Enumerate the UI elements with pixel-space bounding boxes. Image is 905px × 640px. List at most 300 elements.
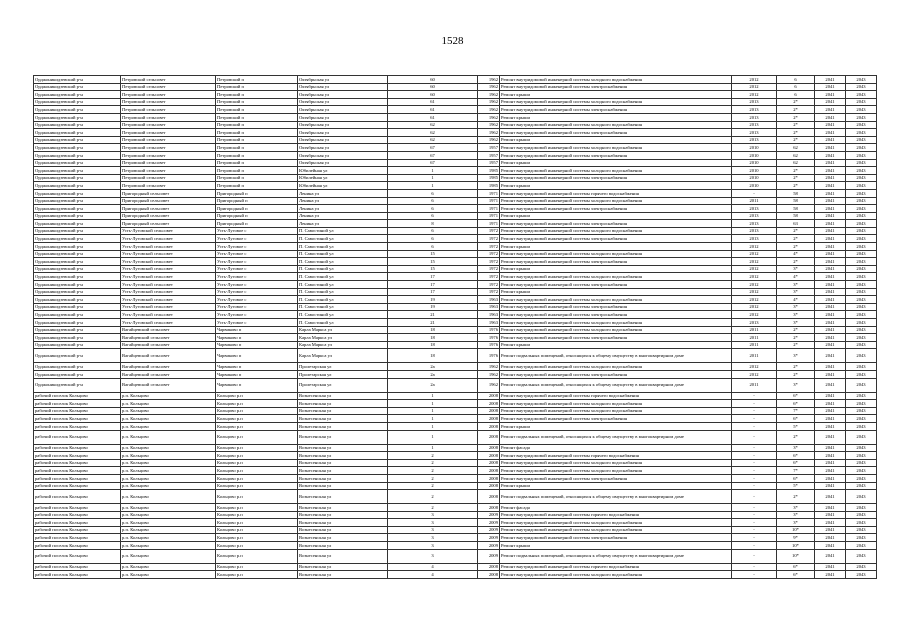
plan-start-cell: 2041 <box>815 144 846 152</box>
council-cell: Петровский сельсовет <box>121 76 216 84</box>
last-repair-year-cell: 2012 <box>732 303 777 311</box>
plan-start-cell: 2041 <box>815 444 846 452</box>
street-cell: Вознесенская ул <box>298 407 388 415</box>
plan-start-cell: 2041 <box>815 319 846 327</box>
table-row <box>34 504 877 512</box>
wear-cell: 10* <box>777 549 815 563</box>
build-year-cell: 2009 <box>478 511 500 519</box>
street-cell: Вознесенская ул <box>298 415 388 423</box>
district-cell: Орджоникидзевский р-н <box>34 281 121 289</box>
plan-start-cell: 2041 <box>815 563 846 571</box>
plan-start-cell: 2041 <box>815 504 846 512</box>
house-number-cell: 15 <box>388 250 478 258</box>
work-type-cell: Ремонт внутридомовой инженерной системы холодного водоснабжения <box>500 76 732 84</box>
house-number-cell: 4 <box>388 571 478 579</box>
street-cell: Вознесенская ул <box>298 504 388 512</box>
locality-cell: Кольцово р.п <box>216 452 298 460</box>
street-cell: Вознесенская ул <box>298 542 388 550</box>
last-repair-year-cell: - <box>732 534 777 542</box>
district-cell: Орджоникидзевский р-н <box>34 235 121 243</box>
table-row <box>34 189 877 197</box>
work-type-cell: Ремонт внутридомовой инженерной системы холодного водоснабжения <box>500 144 732 152</box>
street-cell: Юбилейная ул <box>298 167 388 175</box>
locality-cell: Усть-Луговое с <box>216 235 298 243</box>
council-cell: Усть-Луговской сельсовет <box>121 265 216 273</box>
council-cell: р.п. Кольцово <box>121 526 216 534</box>
council-cell: р.п. Кольцово <box>121 400 216 408</box>
work-type-cell: Ремонт внутридомовой инженерной системы холодного водоснабжения <box>500 98 732 106</box>
district-cell: Орджоникидзевский р-н <box>34 98 121 106</box>
house-number-cell: 1 <box>388 407 478 415</box>
house-number-cell: 60 <box>388 91 478 99</box>
council-cell: р.п. Кольцово <box>121 511 216 519</box>
house-number-cell: 3 <box>388 519 478 527</box>
house-number-cell: 61 <box>388 113 478 121</box>
district-cell: рабочий поселок Кольцово <box>34 467 121 475</box>
plan-end-cell: 2043 <box>846 227 877 235</box>
wear-cell: 7* <box>777 407 815 415</box>
locality-cell: Кольцово р.п <box>216 490 298 504</box>
work-type-cell: Ремонт внутридомовой инженерной системы электроснабжения <box>500 311 732 319</box>
district-cell: Орджоникидзевский р-н <box>34 182 121 190</box>
plan-start-cell: 2041 <box>815 378 846 392</box>
table-row <box>34 542 877 550</box>
last-repair-year-cell: - <box>732 563 777 571</box>
locality-cell: Петровский п <box>216 167 298 175</box>
build-year-cell: 1962 <box>478 76 500 84</box>
street-cell: Октябрьская ул <box>298 106 388 114</box>
wear-cell: 2* <box>777 129 815 137</box>
plan-end-cell: 2043 <box>846 136 877 144</box>
work-type-cell: Ремонт внутридомовой инженерной системы холодного водоснабжения <box>500 296 732 304</box>
street-cell: Пролетарская ул <box>298 370 388 378</box>
last-repair-year-cell: 2013 <box>732 235 777 243</box>
house-number-cell: 3 <box>388 549 478 563</box>
council-cell: Петровский сельсовет <box>121 129 216 137</box>
house-number-cell: 1 <box>388 167 478 175</box>
build-year-cell: 1962 <box>478 121 500 129</box>
wear-cell: 6* <box>777 400 815 408</box>
plan-end-cell: 2043 <box>846 296 877 304</box>
street-cell: П. Савостиной ул <box>298 250 388 258</box>
last-repair-year-cell: 2011 <box>732 341 777 349</box>
house-number-cell: 2 <box>388 452 478 460</box>
district-cell: Орджоникидзевский р-н <box>34 334 121 342</box>
work-type-cell: Ремонт фасада <box>500 444 732 452</box>
locality-cell: Петровский п <box>216 144 298 152</box>
council-cell: Усть-Луговской сельсовет <box>121 288 216 296</box>
district-cell: Орджоникидзевский р-н <box>34 250 121 258</box>
council-cell: Петровский сельсовет <box>121 136 216 144</box>
last-repair-year-cell: 2010 <box>732 151 777 159</box>
locality-cell: Петровский п <box>216 98 298 106</box>
table-row <box>34 311 877 319</box>
locality-cell: Усть-Луговое с <box>216 258 298 266</box>
table-row <box>34 459 877 467</box>
district-cell: рабочий поселок Кольцово <box>34 519 121 527</box>
street-cell: Вознесенская ул <box>298 452 388 460</box>
street-cell: Карла Маркса ул <box>298 341 388 349</box>
house-number-cell: 62 <box>388 129 478 137</box>
table-row <box>34 113 877 121</box>
wear-cell: 62 <box>777 144 815 152</box>
build-year-cell: 2008 <box>478 392 500 400</box>
street-cell: Вознесенская ул <box>298 422 388 430</box>
council-cell: Петровский сельсовет <box>121 174 216 182</box>
council-cell: Пригородный сельсовет <box>121 189 216 197</box>
locality-cell: Петровский п <box>216 174 298 182</box>
last-repair-year-cell: - <box>732 189 777 197</box>
plan-start-cell: 2041 <box>815 243 846 251</box>
council-cell: Усть-Луговской сельсовет <box>121 227 216 235</box>
locality-cell: Кольцово р.п <box>216 519 298 527</box>
council-cell: Вагайцевский сельсовет <box>121 370 216 378</box>
work-type-cell: Ремонт внутридомовой инженерной системы горячего водоснабжения <box>500 511 732 519</box>
table-row <box>34 197 877 205</box>
work-type-cell: Ремонт внутридомовой инженерной системы горячего водоснабжения <box>500 392 732 400</box>
wear-cell: 5* <box>777 482 815 490</box>
table-row <box>34 159 877 167</box>
wear-cell: 2* <box>777 182 815 190</box>
district-cell: Орджоникидзевский р-н <box>34 243 121 251</box>
table-row <box>34 258 877 266</box>
work-type-cell: Ремонт внутридомовой инженерной системы холодного водоснабжения <box>500 459 732 467</box>
locality-cell: Петровский п <box>216 83 298 91</box>
locality-cell: Чарвиково п <box>216 370 298 378</box>
plan-start-cell: 2041 <box>815 174 846 182</box>
last-repair-year-cell: - <box>732 511 777 519</box>
council-cell: Петровский сельсовет <box>121 98 216 106</box>
build-year-cell: 2008 <box>478 563 500 571</box>
last-repair-year-cell: 2013 <box>732 98 777 106</box>
house-number-cell: 2a <box>388 363 478 371</box>
council-cell: Усть-Луговской сельсовет <box>121 311 216 319</box>
house-number-cell: 2a <box>388 370 478 378</box>
plan-end-cell: 2043 <box>846 311 877 319</box>
street-cell: Вознесенская ул <box>298 571 388 579</box>
plan-start-cell: 2041 <box>815 151 846 159</box>
plan-end-cell: 2043 <box>846 326 877 334</box>
work-type-cell: Ремонт внутридомовой инженерной системы электроснабжения <box>500 83 732 91</box>
council-cell: Вагайцевский сельсовет <box>121 363 216 371</box>
locality-cell: Пригородный п <box>216 197 298 205</box>
work-type-cell: Ремонт подвальных помещений, относящихся к общему имуществу в многоквартирном доме <box>500 349 732 363</box>
house-number-cell: 1 <box>388 174 478 182</box>
plan-start-cell: 2041 <box>815 490 846 504</box>
plan-end-cell: 2043 <box>846 526 877 534</box>
locality-cell: Петровский п <box>216 129 298 137</box>
council-cell: Петровский сельсовет <box>121 91 216 99</box>
build-year-cell: 1962 <box>478 113 500 121</box>
street-cell: Октябрьская ул <box>298 136 388 144</box>
wear-cell: 2* <box>777 167 815 175</box>
plan-end-cell: 2043 <box>846 144 877 152</box>
wear-cell: 2* <box>777 121 815 129</box>
last-repair-year-cell: 2012 <box>732 273 777 281</box>
street-cell: Пролетарская ул <box>298 363 388 371</box>
district-cell: рабочий поселок Кольцово <box>34 526 121 534</box>
locality-cell: Кольцово р.п <box>216 422 298 430</box>
plan-end-cell: 2043 <box>846 422 877 430</box>
council-cell: р.п. Кольцово <box>121 430 216 444</box>
work-type-cell: Ремонт внутридомовой инженерной системы электроснабжения <box>500 334 732 342</box>
district-cell: рабочий поселок Кольцово <box>34 407 121 415</box>
council-cell: Усть-Луговской сельсовет <box>121 250 216 258</box>
district-cell: рабочий поселок Кольцово <box>34 534 121 542</box>
plan-end-cell: 2043 <box>846 319 877 327</box>
wear-cell: 4* <box>777 250 815 258</box>
work-type-cell: Ремонт внутридомовой инженерной системы электроснабжения <box>500 220 732 228</box>
house-number-cell: 62 <box>388 136 478 144</box>
locality-cell: Кольцово р.п <box>216 563 298 571</box>
last-repair-year-cell: 2013 <box>732 121 777 129</box>
locality-cell: Кольцово р.п <box>216 482 298 490</box>
build-year-cell: 2008 <box>478 430 500 444</box>
locality-cell: Усть-Луговое с <box>216 288 298 296</box>
house-number-cell: 62 <box>388 121 478 129</box>
last-repair-year-cell: - <box>732 452 777 460</box>
last-repair-year-cell: 2011 <box>732 326 777 334</box>
build-year-cell: 1971 <box>478 220 500 228</box>
wear-cell: 3* <box>777 511 815 519</box>
plan-start-cell: 2041 <box>815 281 846 289</box>
district-cell: Орджоникидзевский р-н <box>34 273 121 281</box>
work-type-cell: Ремонт крыши <box>500 482 732 490</box>
wear-cell: 6* <box>777 563 815 571</box>
plan-end-cell: 2043 <box>846 76 877 84</box>
work-type-cell: Ремонт крыши <box>500 136 732 144</box>
build-year-cell: 1976 <box>478 326 500 334</box>
council-cell: Вагайцевский сельсовет <box>121 341 216 349</box>
street-cell: Октябрьская ул <box>298 98 388 106</box>
plan-start-cell: 2041 <box>815 189 846 197</box>
plan-start-cell: 2041 <box>815 235 846 243</box>
plan-start-cell: 2041 <box>815 363 846 371</box>
build-year-cell: 1976 <box>478 334 500 342</box>
last-repair-year-cell: 2012 <box>732 243 777 251</box>
district-cell: Орджоникидзевский р-н <box>34 106 121 114</box>
plan-start-cell: 2041 <box>815 542 846 550</box>
work-type-cell: Ремонт крыши <box>500 422 732 430</box>
plan-start-cell: 2041 <box>815 526 846 534</box>
locality-cell: Петровский п <box>216 106 298 114</box>
table-row <box>34 334 877 342</box>
build-year-cell: 1976 <box>478 341 500 349</box>
last-repair-year-cell: - <box>732 526 777 534</box>
work-type-cell: Ремонт внутридомовой инженерной системы горячего водоснабжения <box>500 452 732 460</box>
build-year-cell: 1963 <box>478 303 500 311</box>
locality-cell: Чарвиково п <box>216 341 298 349</box>
street-cell: Вознесенская ул <box>298 490 388 504</box>
work-type-cell: Ремонт внутридомовой инженерной системы холодного водоснабжения <box>500 167 732 175</box>
house-number-cell: 60 <box>388 76 478 84</box>
council-cell: Пригородный сельсовет <box>121 197 216 205</box>
locality-cell: Пригородный п <box>216 212 298 220</box>
locality-cell: Пригородный п <box>216 220 298 228</box>
street-cell: П. Савостиной ул <box>298 288 388 296</box>
last-repair-year-cell: - <box>732 490 777 504</box>
plan-end-cell: 2043 <box>846 400 877 408</box>
table-row <box>34 407 877 415</box>
table-row <box>34 129 877 137</box>
work-type-cell: Ремонт внутридомовой инженерной системы электроснабжения <box>500 370 732 378</box>
street-cell: Октябрьская ул <box>298 121 388 129</box>
build-year-cell: 1962 <box>478 106 500 114</box>
last-repair-year-cell: 2012 <box>732 83 777 91</box>
house-number-cell: 4 <box>388 563 478 571</box>
wear-cell: 3* <box>777 288 815 296</box>
last-repair-year-cell: 2011 <box>732 378 777 392</box>
locality-cell: Усть-Луговое с <box>216 281 298 289</box>
build-year-cell: 1971 <box>478 197 500 205</box>
council-cell: Петровский сельсовет <box>121 182 216 190</box>
council-cell: р.п. Кольцово <box>121 482 216 490</box>
house-number-cell: 6 <box>388 235 478 243</box>
locality-cell: Кольцово р.п <box>216 415 298 423</box>
build-year-cell: 2008 <box>478 490 500 504</box>
house-number-cell: 3 <box>388 542 478 550</box>
plan-end-cell: 2043 <box>846 415 877 423</box>
street-cell: Ленина ул <box>298 212 388 220</box>
plan-start-cell: 2041 <box>815 106 846 114</box>
last-repair-year-cell: - <box>732 504 777 512</box>
wear-cell: 6* <box>777 459 815 467</box>
plan-end-cell: 2043 <box>846 273 877 281</box>
plan-start-cell: 2041 <box>815 303 846 311</box>
table-row <box>34 151 877 159</box>
last-repair-year-cell: - <box>732 571 777 579</box>
district-cell: рабочий поселок Кольцово <box>34 563 121 571</box>
house-number-cell: 15 <box>388 258 478 266</box>
wear-cell: 6* <box>777 452 815 460</box>
last-repair-year-cell: - <box>732 519 777 527</box>
wear-cell: 63 <box>777 220 815 228</box>
plan-end-cell: 2043 <box>846 563 877 571</box>
plan-end-cell: 2043 <box>846 363 877 371</box>
work-type-cell: Ремонт внутридомовой инженерной системы холодного водоснабжения <box>500 197 732 205</box>
build-year-cell: 2009 <box>478 519 500 527</box>
last-repair-year-cell: 2012 <box>732 76 777 84</box>
wear-cell: 6* <box>777 415 815 423</box>
locality-cell: Чарвиково п <box>216 363 298 371</box>
build-year-cell: 2008 <box>478 422 500 430</box>
council-cell: р.п. Кольцово <box>121 422 216 430</box>
street-cell: Октябрьская ул <box>298 159 388 167</box>
last-repair-year-cell: - <box>732 482 777 490</box>
house-number-cell: 3 <box>388 534 478 542</box>
last-repair-year-cell: - <box>732 422 777 430</box>
table-row <box>34 400 877 408</box>
house-number-cell: 1 <box>388 430 478 444</box>
work-type-cell: Ремонт фасада <box>500 504 732 512</box>
build-year-cell: 1985 <box>478 167 500 175</box>
house-number-cell: 17 <box>388 281 478 289</box>
wear-cell: 58 <box>777 189 815 197</box>
table-row <box>34 136 877 144</box>
work-type-cell: Ремонт внутридомовой инженерной системы холодного водоснабжения <box>500 227 732 235</box>
plan-start-cell: 2041 <box>815 392 846 400</box>
work-type-cell: Ремонт крыши <box>500 341 732 349</box>
house-number-cell: 67 <box>388 144 478 152</box>
plan-start-cell: 2041 <box>815 370 846 378</box>
locality-cell: Кольцово р.п <box>216 549 298 563</box>
build-year-cell: 2008 <box>478 452 500 460</box>
street-cell: П. Савостиной ул <box>298 235 388 243</box>
build-year-cell: 1962 <box>478 91 500 99</box>
council-cell: р.п. Кольцово <box>121 452 216 460</box>
last-repair-year-cell: 2011 <box>732 349 777 363</box>
house-number-cell: 2 <box>388 504 478 512</box>
build-year-cell: 2008 <box>478 400 500 408</box>
street-cell: Вознесенская ул <box>298 549 388 563</box>
wear-cell: 4* <box>777 273 815 281</box>
house-number-cell: 6 <box>388 212 478 220</box>
plan-end-cell: 2043 <box>846 504 877 512</box>
district-cell: рабочий поселок Кольцово <box>34 452 121 460</box>
build-year-cell: 1957 <box>478 151 500 159</box>
wear-cell: 2* <box>777 370 815 378</box>
work-type-cell: Ремонт внутридомовой инженерной системы холодного водоснабжения <box>500 363 732 371</box>
work-type-cell: Ремонт внутридомовой инженерной системы электроснабжения <box>500 129 732 137</box>
wear-cell: 6 <box>777 91 815 99</box>
council-cell: Усть-Луговской сельсовет <box>121 319 216 327</box>
table-row <box>34 392 877 400</box>
work-type-cell: Ремонт крыши <box>500 212 732 220</box>
last-repair-year-cell: 2011 <box>732 334 777 342</box>
last-repair-year-cell: 2010 <box>732 174 777 182</box>
locality-cell: Петровский п <box>216 182 298 190</box>
work-type-cell: Ремонт подвальных помещений, относящихся к общему имуществу в многоквартирном доме <box>500 549 732 563</box>
plan-end-cell: 2043 <box>846 542 877 550</box>
wear-cell: 2* <box>777 113 815 121</box>
last-repair-year-cell: 2012 <box>732 258 777 266</box>
plan-end-cell: 2043 <box>846 288 877 296</box>
house-number-cell: 1 <box>388 182 478 190</box>
table-row <box>34 370 877 378</box>
table-row <box>34 452 877 460</box>
house-number-cell: 21 <box>388 311 478 319</box>
plan-end-cell: 2043 <box>846 113 877 121</box>
plan-start-cell: 2041 <box>815 296 846 304</box>
wear-cell: 3* <box>777 265 815 273</box>
plan-start-cell: 2041 <box>815 474 846 482</box>
district-cell: Орджоникидзевский р-н <box>34 311 121 319</box>
street-cell: П. Савостиной ул <box>298 296 388 304</box>
plan-start-cell: 2041 <box>815 159 846 167</box>
street-cell: П. Савостиной ул <box>298 319 388 327</box>
street-cell: Вознесенская ул <box>298 392 388 400</box>
plan-start-cell: 2041 <box>815 422 846 430</box>
wear-cell: 7* <box>777 467 815 475</box>
plan-end-cell: 2043 <box>846 482 877 490</box>
street-cell: Вознесенская ул <box>298 482 388 490</box>
last-repair-year-cell: - <box>732 474 777 482</box>
table-row <box>34 220 877 228</box>
work-type-cell: Ремонт внутридомовой инженерной системы горячего водоснабжения <box>500 563 732 571</box>
repair-schedule-table <box>33 75 877 579</box>
plan-end-cell: 2043 <box>846 452 877 460</box>
wear-cell: 10* <box>777 542 815 550</box>
district-cell: Орджоникидзевский р-н <box>34 319 121 327</box>
plan-end-cell: 2043 <box>846 235 877 243</box>
table-row <box>34 490 877 504</box>
wear-cell: 2* <box>777 430 815 444</box>
table-row <box>34 378 877 392</box>
last-repair-year-cell: 2013 <box>732 220 777 228</box>
wear-cell: 6* <box>777 474 815 482</box>
plan-start-cell: 2041 <box>815 250 846 258</box>
plan-start-cell: 2041 <box>815 98 846 106</box>
